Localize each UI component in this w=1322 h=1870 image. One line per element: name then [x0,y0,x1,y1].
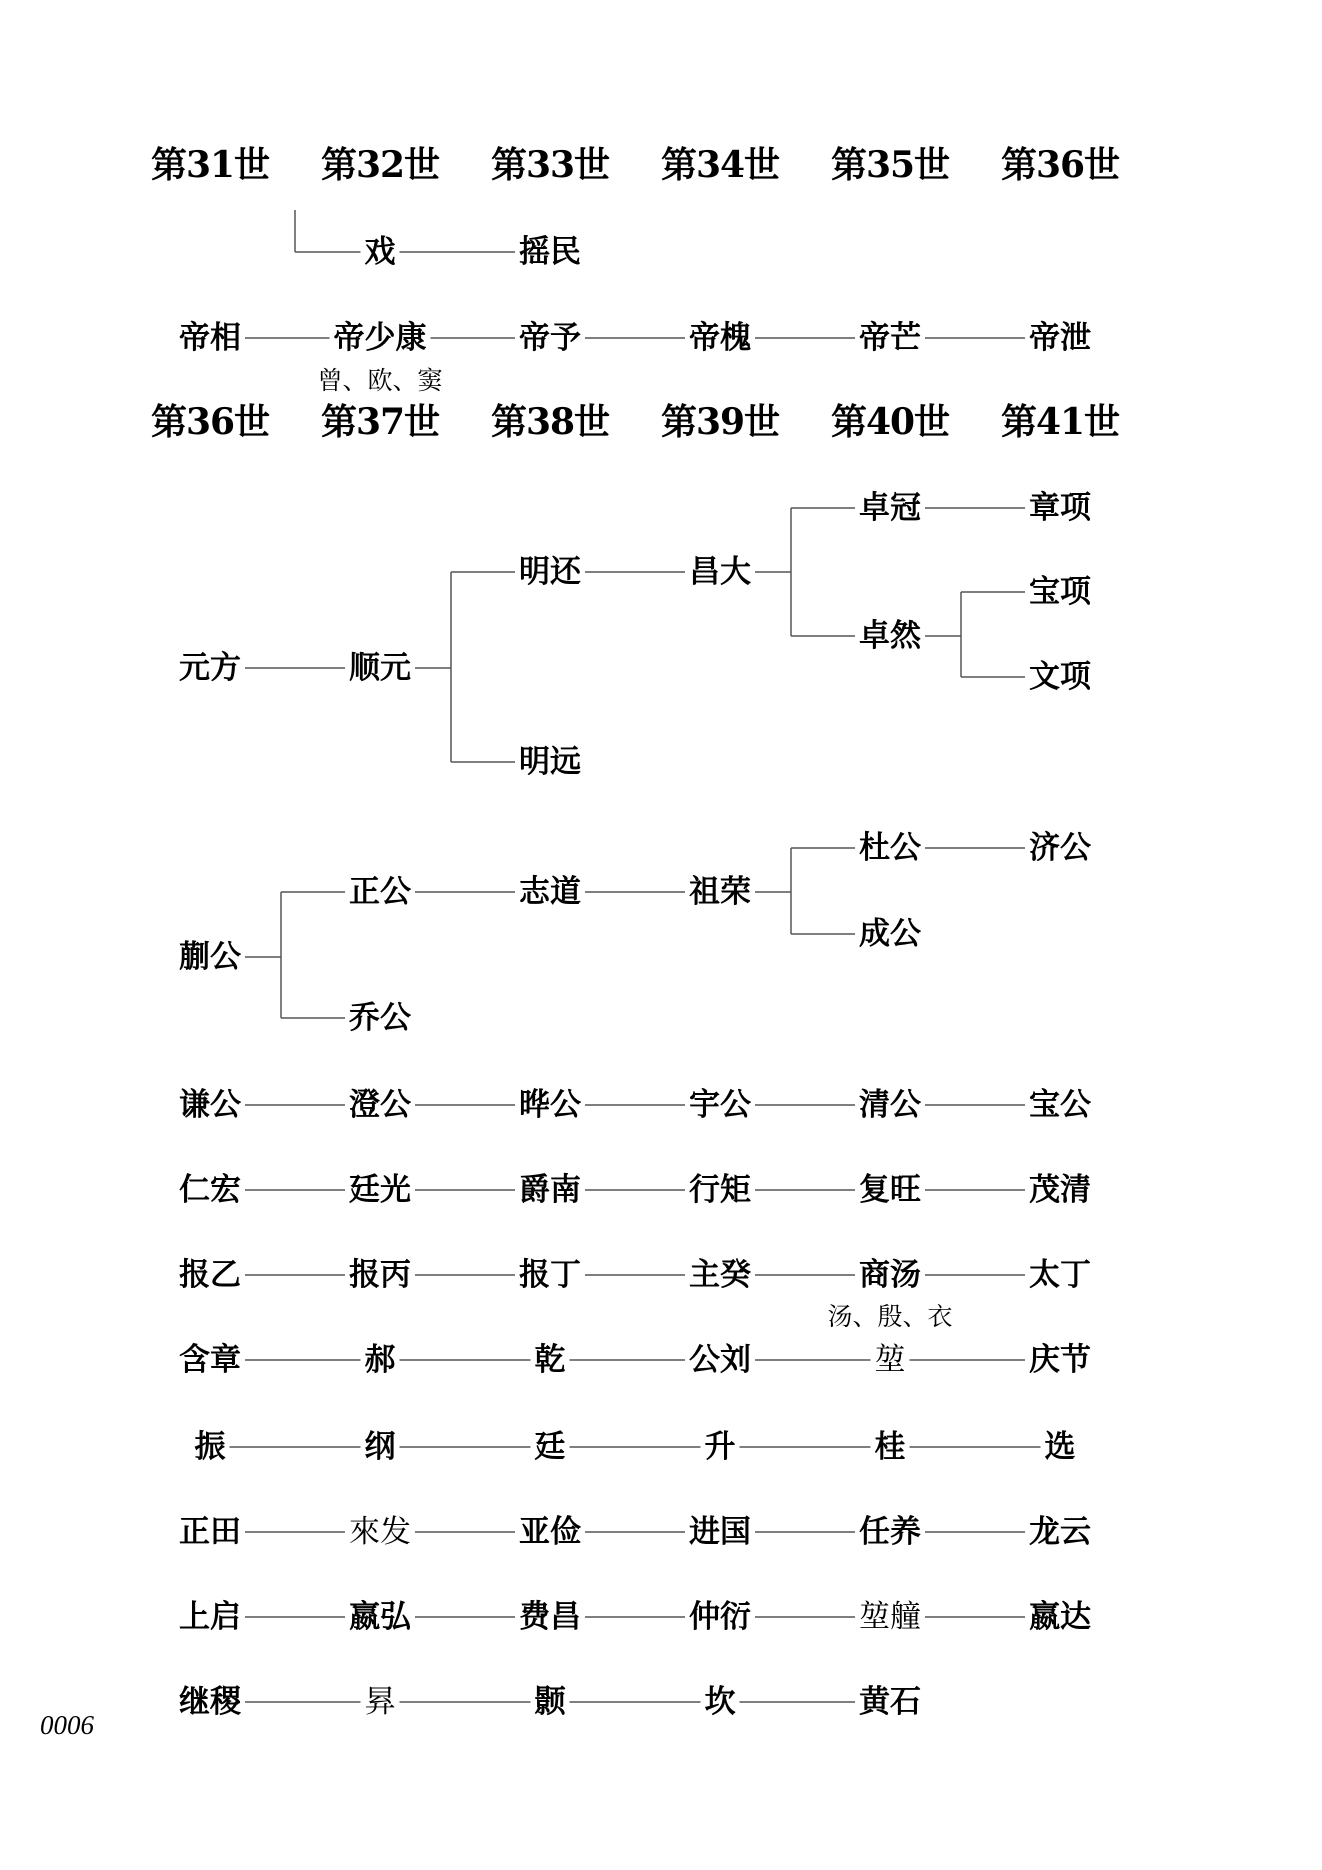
person-name: 郝 [361,1342,400,1378]
person-name: 廷光 [345,1172,415,1208]
generation-header: 第35世 [830,144,950,186]
person-name: 复旺 [855,1172,925,1208]
person-name: 选 [1041,1429,1080,1465]
generation-header: 第32世 [320,144,440,186]
person-name: 继稷 [175,1684,245,1720]
person-name: 祖荣 [685,874,755,910]
person-name: 升 [701,1429,740,1465]
surname-note: 汤、殷、衣 [827,1302,953,1331]
person-name: 爵南 [515,1172,585,1208]
generation-header: 第39世 [660,401,780,443]
person-name: 顺元 [345,650,415,686]
generation-header: 第40世 [830,401,950,443]
person-name: 宝项 [1025,574,1095,610]
person-name: 进国 [685,1514,755,1550]
generation-header: 第36世 [150,401,270,443]
person-name: 帝槐 [685,320,755,356]
person-name: 卓然 [855,618,925,654]
person-name: 正公 [345,874,415,910]
person-name: 仲衍 [685,1599,755,1635]
person-name: 任养 [855,1514,925,1550]
person-name: 晔公 [515,1087,585,1123]
person-name: 卓冠 [855,490,925,526]
generation-header: 第34世 [660,144,780,186]
person-name: 黄石 [855,1684,925,1720]
person-name: 杜公 [855,830,925,866]
person-name: 济公 [1025,830,1095,866]
generation-header: 第36世 [1000,144,1120,186]
person-name: 乔公 [345,1000,415,1036]
surname-note: 曾、欧、窦 [317,366,443,395]
person-name: 帝相 [175,320,245,356]
person-name: 报乙 [175,1257,245,1293]
person-name: 嬴弘 [345,1599,415,1635]
person-name: 颢 [531,1684,570,1720]
person-name: 主癸 [685,1257,755,1293]
person-name: 帝芒 [855,320,925,356]
person-name: 戏 [361,234,400,270]
person-name: 庆节 [1025,1342,1095,1378]
person-name: 茂清 [1025,1172,1095,1208]
person-name: 昪 [361,1684,400,1720]
person-name: 明远 [515,744,585,780]
person-name: 帝泄 [1025,320,1095,356]
person-name: 堃 [871,1342,910,1378]
person-name: 费昌 [515,1599,585,1635]
person-name: 嬴达 [1025,1599,1095,1635]
person-name: 元方 [175,650,245,686]
person-name: 帝予 [515,320,585,356]
person-name: 摇民 [515,234,585,270]
person-name: 上启 [175,1599,245,1635]
person-name: 正田 [175,1514,245,1550]
person-name: 明还 [515,554,585,590]
page-number: 0006 [40,1710,94,1740]
person-name: 桂 [871,1429,910,1465]
person-name: 廷 [531,1429,570,1465]
person-name: 公刘 [685,1342,755,1378]
person-name: 太丁 [1025,1257,1095,1293]
generation-header: 第37世 [320,401,440,443]
generation-header: 第41世 [1000,401,1120,443]
person-name: 坎 [701,1684,740,1720]
person-name: 清公 [855,1087,925,1123]
person-name: 昌大 [685,554,755,590]
person-name: 商汤 [855,1257,925,1293]
person-name: 振 [191,1429,230,1465]
person-name: 报丁 [515,1257,585,1293]
person-name: 文项 [1025,659,1095,695]
person-name: 纲 [361,1429,400,1465]
generation-header: 第33世 [490,144,610,186]
person-name: 谦公 [175,1087,245,1123]
person-name: 來发 [345,1514,415,1550]
person-name: 仁宏 [175,1172,245,1208]
person-name: 帝少康 [330,320,431,356]
person-name: 澄公 [345,1087,415,1123]
person-name: 章项 [1025,490,1095,526]
person-name: 宇公 [685,1087,755,1123]
person-name: 乾 [531,1342,570,1378]
person-name: 报丙 [345,1257,415,1293]
generation-header: 第38世 [490,401,610,443]
person-name: 行矩 [685,1172,755,1208]
person-name: 志道 [515,874,585,910]
person-name: 含章 [175,1342,245,1378]
person-name: 亚俭 [515,1514,585,1550]
person-name: 宝公 [1025,1087,1095,1123]
person-name: 龙云 [1025,1514,1095,1550]
person-name: 成公 [855,916,925,952]
generation-header: 第31世 [150,144,270,186]
person-name: 蒯公 [175,939,245,975]
person-name: 堃艟 [855,1599,925,1635]
